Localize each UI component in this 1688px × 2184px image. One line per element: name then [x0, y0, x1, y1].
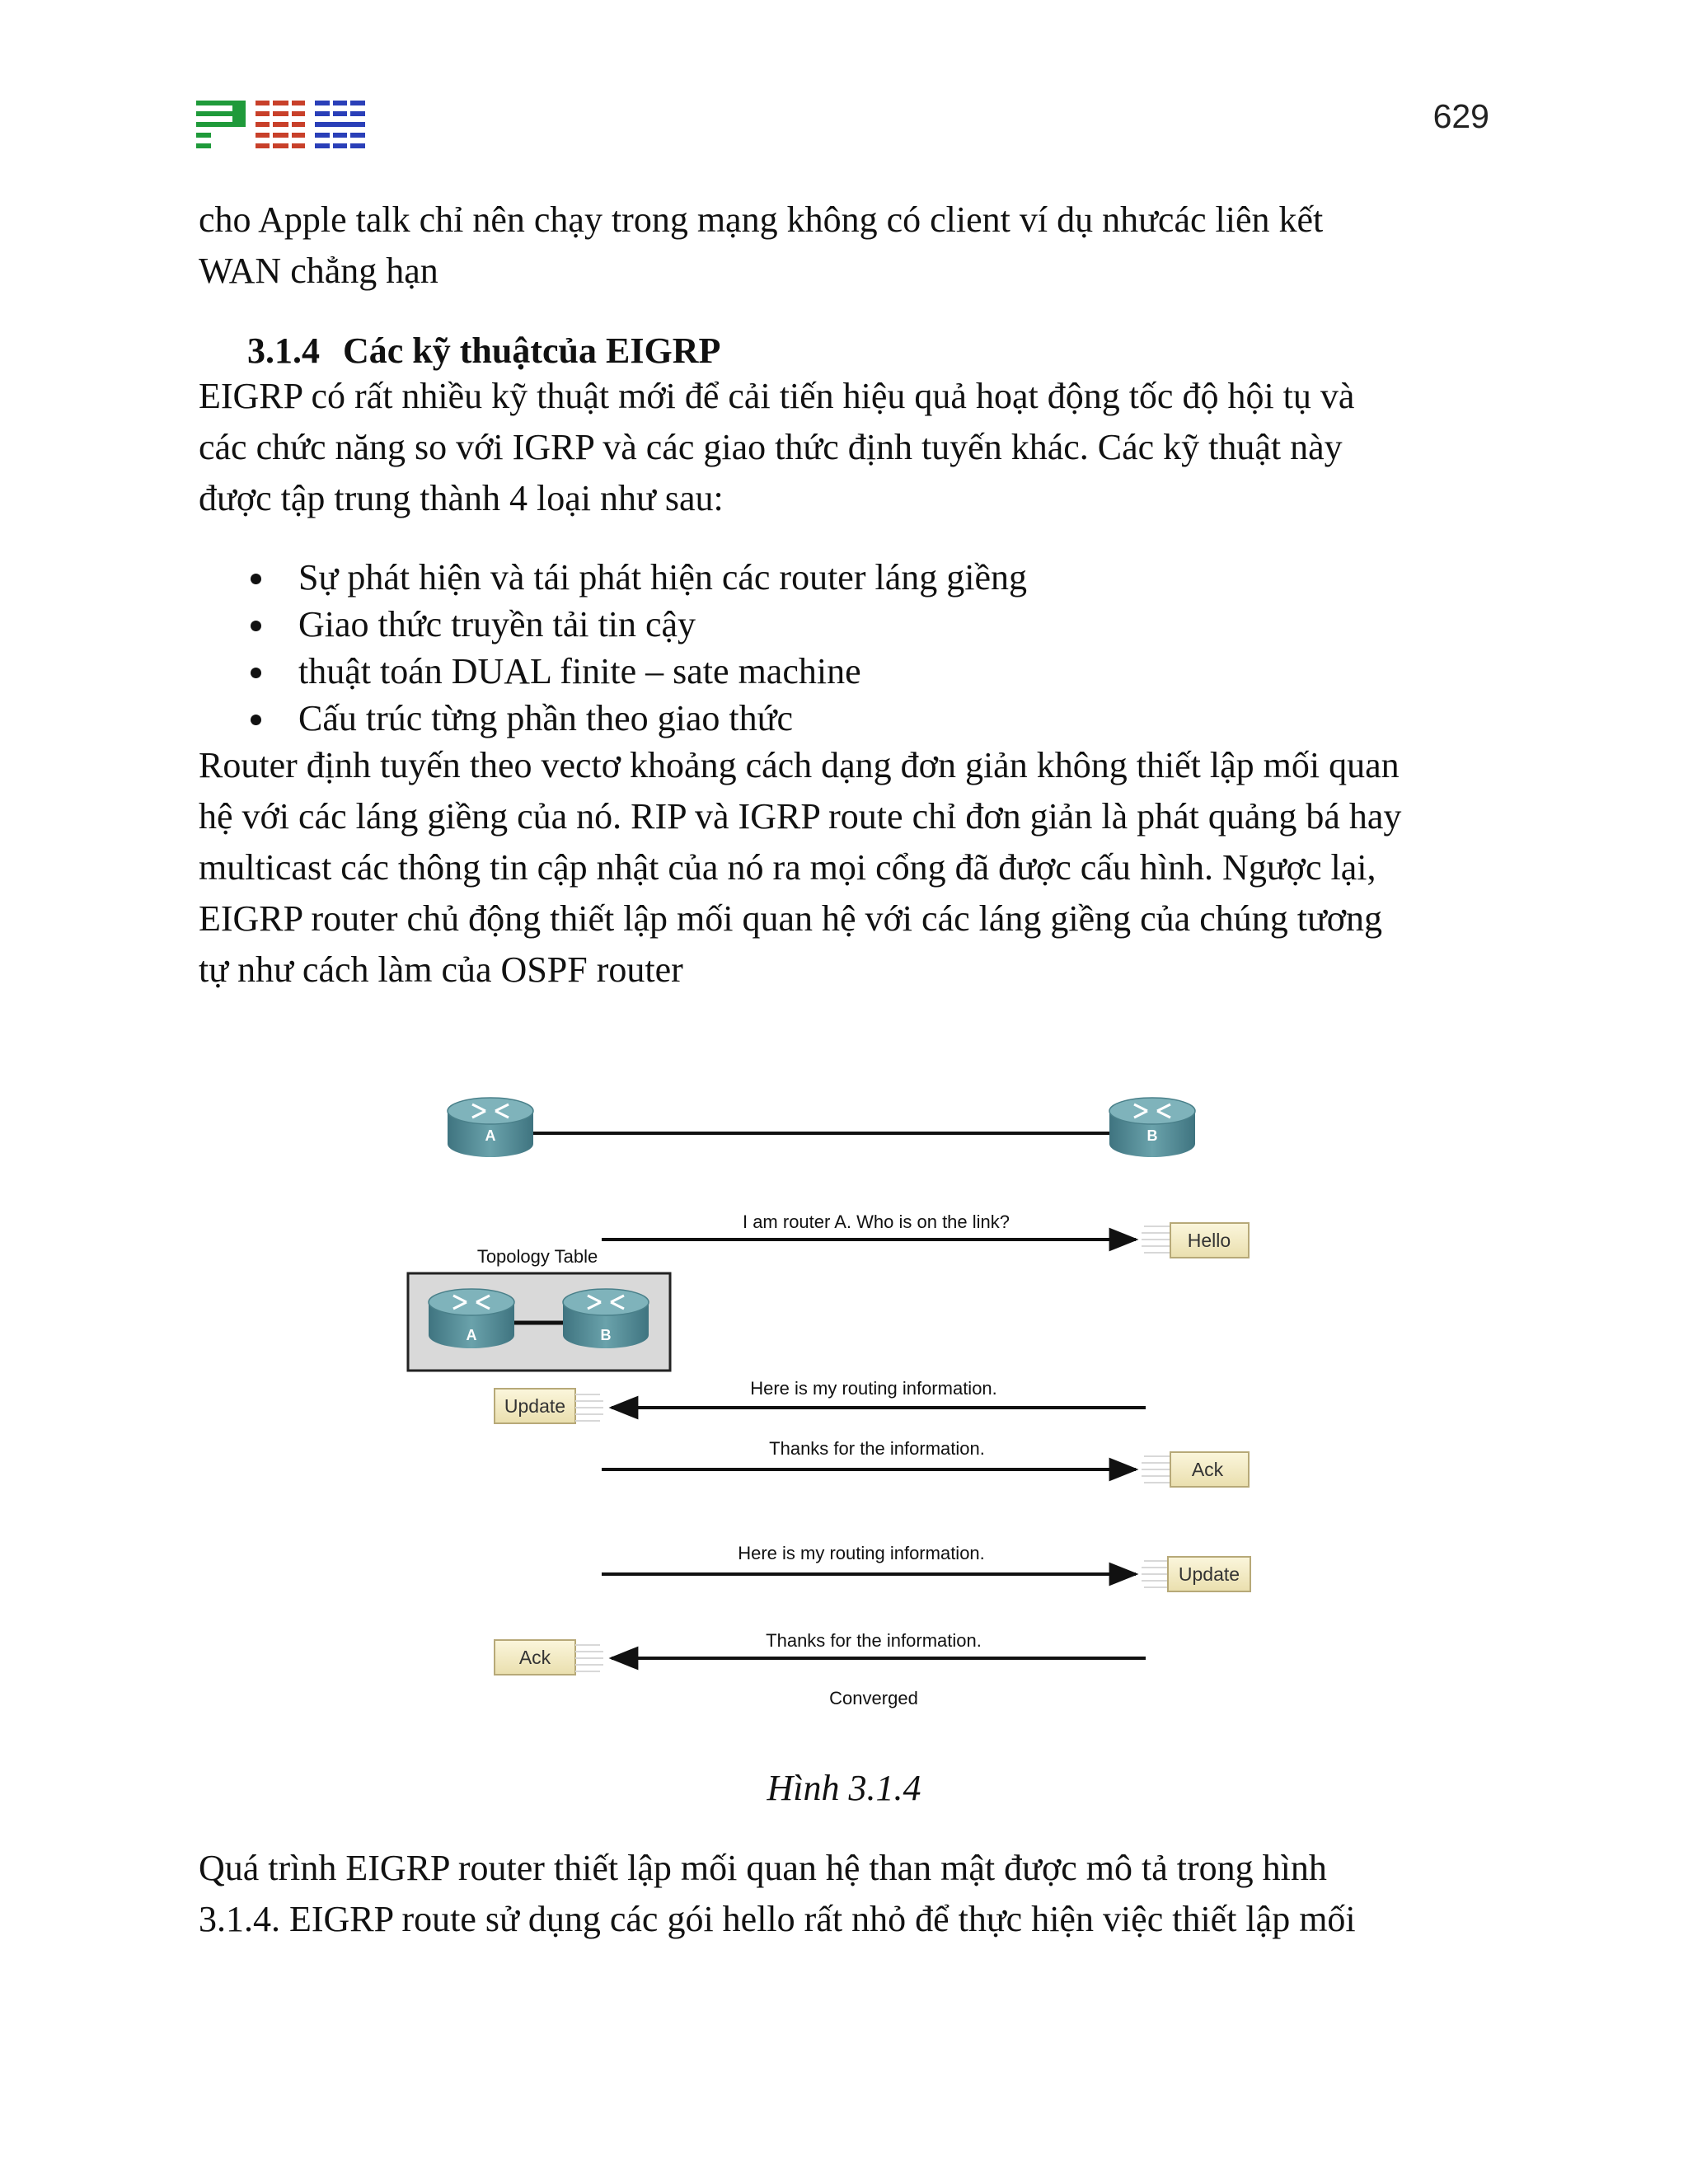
list-item: [247, 601, 1027, 648]
paragraph-line: Router định tuyến theo vectơ khoảng cách dạng đơn giản không thiết lập mối quan: [199, 745, 1400, 785]
bullet-icon: [251, 715, 261, 725]
packet-label: Hello: [1187, 1230, 1231, 1251]
bullet-icon: [251, 574, 261, 584]
list-item: [247, 648, 1027, 695]
router-b-label: B: [600, 1327, 612, 1343]
hello-packet: [1142, 1223, 1249, 1258]
paragraph-line: WAN chẳng hạn: [199, 251, 438, 291]
section-number: 3.1.4: [247, 330, 320, 371]
message-text: Thanks for the information.: [766, 1630, 982, 1651]
page-number: 629: [1432, 97, 1489, 135]
paragraph-line: EIGRP router chủ động thiết lập mối quan hệ với các láng giềng của chúng tương: [199, 898, 1383, 939]
router-a-icon: [448, 1098, 533, 1157]
bullet-icon: [251, 668, 261, 678]
packet-label: Ack: [518, 1647, 551, 1668]
router-b-icon: [1109, 1098, 1195, 1157]
list-item: [247, 554, 1027, 601]
pnh-logo: [196, 101, 365, 152]
router-a-label: A: [485, 1127, 496, 1144]
packet-label: Update: [504, 1395, 566, 1417]
paragraph-line: được tập trung thành 4 loại như sau:: [199, 478, 724, 518]
message-text: I am router A. Who is on the link?: [742, 1212, 1010, 1232]
paragraph-line: các chức năng so với IGRP và các giao thức định tuyến khác. Các kỹ thuật này: [199, 427, 1343, 467]
ack-packet: [1142, 1452, 1249, 1487]
paragraph-line: EIGRP có rất nhiều kỹ thuật mới để cải tiến hiệu quả hoạt động tốc độ hội tụ và: [199, 376, 1355, 416]
diagram-svg: [379, 1080, 1286, 1722]
ack-packet: [495, 1640, 603, 1675]
router-b-icon: [563, 1289, 649, 1348]
pnh-logo-graphic: [196, 101, 365, 148]
topology-table: [408, 1273, 670, 1371]
update-packet: [495, 1389, 603, 1423]
list-item-text: thuật toán DUAL finite – sate machine: [298, 651, 861, 691]
eigrp-neighbor-diagram: [379, 1080, 1286, 1722]
packet-label: Update: [1178, 1563, 1240, 1585]
update-packet: [1142, 1557, 1250, 1591]
message-text: Thanks for the information.: [769, 1438, 985, 1459]
converged-label: Converged: [829, 1688, 918, 1708]
router-a-label: A: [466, 1327, 477, 1343]
paragraph-line: hệ với các láng giềng của nó. RIP và IGRP route chỉ đơn giản là phát quảng bá hay: [199, 796, 1402, 837]
message-text: Here is my routing information.: [738, 1543, 985, 1563]
paragraph-line: multicast các thông tin cập nhật của nó ra mọi cổng đã được cấu hình. Ngược lại,: [199, 847, 1376, 888]
paragraph-line: tự như cách làm của OSPF router: [199, 949, 683, 990]
paragraph-line: Quá trình EIGRP router thiết lập mối quan hệ than mật được mô tả trong hình: [199, 1848, 1327, 1888]
topology-table-label: Topology Table: [476, 1246, 598, 1267]
list-item: [247, 695, 1027, 742]
paragraph-line: 3.1.4. EIGRP route sử dụng các gói hello rất nhỏ để thực hiện việc thiết lập mối: [199, 1899, 1356, 1939]
list-item-text: Sự phát hiện và tái phát hiện các router láng giềng: [298, 557, 1027, 598]
section-title: Các kỹ thuậtcủa EIGRP: [343, 330, 721, 371]
list-item-text: Giao thức truyền tải tin cậy: [298, 604, 696, 644]
technique-list: [247, 554, 1027, 742]
packet-label: Ack: [1191, 1459, 1224, 1480]
figure-caption: Hình 3.1.4: [767, 1768, 921, 1808]
message-text: Here is my routing information.: [750, 1378, 997, 1399]
router-b-label: B: [1146, 1127, 1158, 1144]
section-heading: [247, 326, 720, 376]
router-a-icon: [429, 1289, 514, 1348]
list-item-text: Cấu trúc từng phần theo giao thức: [298, 698, 793, 738]
bullet-icon: [251, 621, 261, 631]
paragraph-line: cho Apple talk chỉ nên chạy trong mạng không có client ví dụ nhưcác liên kết: [199, 199, 1324, 240]
